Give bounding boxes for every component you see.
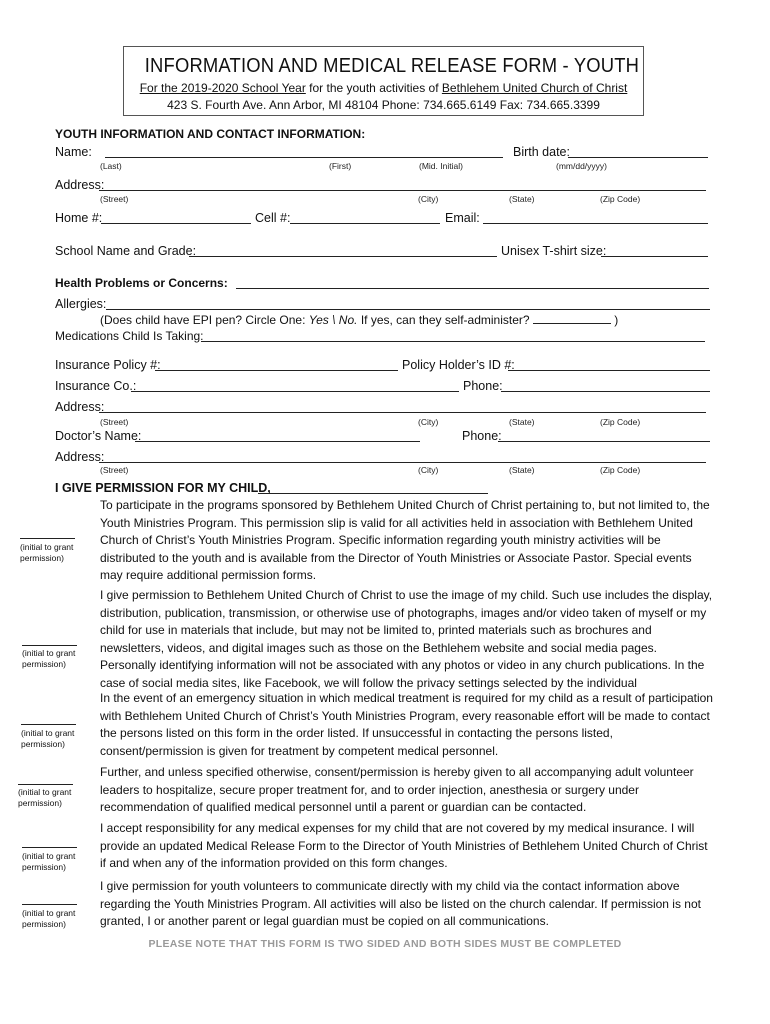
caption-street-2: (Street) (100, 417, 129, 427)
epi-text-c: If yes, can they self-administer? (357, 313, 533, 327)
caption-state-2: (State) (509, 417, 535, 427)
doctor-phone-field[interactable] (498, 441, 710, 442)
doctor-phone-label: Phone: (462, 429, 502, 443)
permission-paragraph-4 (100, 764, 715, 817)
cell-phone-field[interactable] (290, 223, 440, 224)
permission-paragraph-2 (100, 587, 715, 692)
subtitle-middle: for the youth activities of (305, 81, 442, 95)
permission-text-1: To participate in the programs sponsored by Bethlehem United Church of Christ pertaining to, but not limited to, the Youth Ministries Program. This permission slip is valid for all activities held in association with Bethlehem United Church of Christ’s Youth Ministries Program. Specific information regarding youth ministry activities will be distributed to the youth and is available from the Director of Youth Ministries or Associate Pastor. Special events may require additional permission forms. (100, 498, 710, 582)
policy-holder-field[interactable] (508, 370, 710, 371)
caption-city-2: (City) (418, 417, 439, 427)
self-administer-field[interactable] (533, 313, 611, 324)
health-heading: Health Problems or Concerns: (55, 276, 228, 290)
initial-field-5[interactable] (22, 847, 77, 848)
church-contact-line: 423 S. Fourth Ave. Ann Arbor, MI 48104 Phone: 734.665.6149 Fax: 734.665.3399 (167, 98, 600, 112)
caption-state-3: (State) (509, 465, 535, 475)
insurance-policy-field[interactable] (155, 370, 398, 371)
tshirt-size-label: Unisex T-shirt size: (501, 244, 607, 258)
caption-city: (City) (418, 194, 439, 204)
child-name-field[interactable] (258, 493, 488, 494)
caption-state: (State) (509, 194, 535, 204)
doctor-address-label: Address: (55, 450, 105, 464)
permission-text-3: In the event of an emergency situation in which medical treatment is required for my child as a result of participation with Bethlehem United Church of Christ’s Youth Ministries Program, every reasonable effort will be made to contact the persons listed on this form in the order listed. If unsuccessful in contacting the persons listed, consent/permission is given for treatment by competent medical personnel. (100, 691, 713, 758)
cell-phone-label: Cell #: (255, 211, 291, 225)
permission-heading: I GIVE PERMISSION FOR MY CHILD, (55, 481, 271, 495)
address-label: Address: (55, 178, 105, 192)
caption-street: (Street) (100, 194, 129, 204)
initial-field-3[interactable] (21, 724, 76, 725)
initial-caption-6: (initial to grant permission) (22, 908, 76, 929)
insurance-co-field[interactable] (131, 391, 459, 392)
insurance-address-label: Address: (55, 400, 105, 414)
insurance-co-label: Insurance Co.: (55, 379, 137, 393)
doctor-address-field[interactable] (99, 462, 706, 463)
caption-zip-3: (Zip Code) (600, 465, 641, 475)
address-field[interactable] (99, 190, 706, 191)
initial-caption-1: (initial to grant permission) (20, 542, 74, 563)
caption-zip-2: (Zip Code) (600, 417, 641, 427)
permission-paragraph-5 (100, 820, 715, 873)
insurance-address-field[interactable] (99, 412, 706, 413)
epi-yes-no[interactable]: Yes \ No. (308, 313, 358, 327)
initial-caption-4: (initial to grant permission) (18, 787, 72, 808)
policy-holder-label: Policy Holder’s ID #: (402, 358, 515, 372)
caption-first: (First) (329, 161, 352, 171)
name-field[interactable] (105, 157, 503, 158)
doctor-name-field[interactable] (135, 441, 420, 442)
initial-field-6[interactable] (22, 904, 77, 905)
initial-caption-2: (initial to grant permission) (22, 648, 76, 669)
epi-pen-question (100, 313, 618, 327)
initial-field-4[interactable] (18, 784, 73, 785)
medications-label: Medications Child Is Taking: (55, 329, 204, 343)
epi-text-a: (Does child have EPI pen? Circle One: (100, 313, 309, 327)
email-field[interactable] (483, 223, 708, 224)
permission-paragraph-1 (100, 497, 715, 585)
home-phone-field[interactable] (101, 223, 251, 224)
permission-paragraph-6 (100, 878, 715, 931)
birth-date-label: Birth date: (513, 145, 570, 159)
youth-info-heading: YOUTH INFORMATION AND CONTACT INFORMATION: (55, 127, 366, 141)
permission-text-4: Further, and unless specified otherwise, consent/permission is hereby given to all accompanying adult volunteer leaders to hospitalize, secure proper treatment for, and to order injection, anesthesia or surgery under recommendation of qualified medical personnel until a parent or guardian can be contacted. (100, 765, 694, 814)
form-title: INFORMATION AND MEDICAL RELEASE FORM - YOUTH (144, 55, 640, 77)
permission-text-5: I accept responsibility for any medical expenses for my child that are not covered by my medical insurance. I will provide an updated Medical Release Form to the Director of Youth Ministries of Bethlehem United Church of Christ if and when any of the information provided on this form changes. (100, 821, 708, 870)
caption-last: (Last) (100, 161, 122, 171)
email-label: Email: (445, 211, 480, 225)
epi-text-d: ) (610, 313, 619, 327)
insurance-policy-label: Insurance Policy #: (55, 358, 161, 372)
home-phone-label: Home #: (55, 211, 103, 225)
caption-city-3: (City) (418, 465, 439, 475)
initial-field-1[interactable] (20, 538, 75, 539)
permission-text-2: I give permission to Bethlehem United Church of Christ to use the image of my child. Such use includes the display, distribution, publication, transmission, or otherwise use of photographs, images and/or video taken of myself or my child for use in materials that include, but may not be limited to, printed materials such as brochures and newsletters, videos, and digital images such as those on the Bethlehem website and social media pages. Personally identifying information will not be associated with any photos or video in any church publications. In the case of social media sites, like Facebook, we will follow the privacy settings selected by the individual (100, 588, 713, 690)
insurance-phone-label: Phone: (463, 379, 503, 393)
allergies-field[interactable] (106, 309, 710, 310)
initial-caption-5: (initial to grant permission) (22, 851, 76, 872)
medications-field[interactable] (201, 341, 705, 342)
church-name: Bethlehem United Church of Christ (441, 81, 628, 95)
health-concerns-field[interactable] (236, 288, 709, 289)
caption-mid-initial: (Mid. Initial) (419, 161, 463, 171)
school-grade-label: School Name and Grade: (55, 244, 197, 258)
caption-zip: (Zip Code) (600, 194, 641, 204)
two-sided-note: PLEASE NOTE THAT THIS FORM IS TWO SIDED AND BOTH SIDES MUST BE COMPLETED (148, 938, 622, 950)
permission-text-6: I give permission for youth volunteers to communicate directly with my child via the contact information above regarding the Youth Ministries Program. All activities will also be listed on the church calendar. If permission is not granted, I or another parent or legal guardian must be copied on all communications. (100, 879, 701, 928)
name-label: Name: (55, 145, 92, 159)
initial-field-2[interactable] (22, 645, 77, 646)
allergies-label: Allergies: (55, 297, 107, 311)
doctor-name-label: Doctor’s Name: (55, 429, 142, 443)
caption-street-3: (Street) (100, 465, 129, 475)
permission-paragraph-3 (100, 690, 715, 760)
birth-date-field[interactable] (568, 157, 708, 158)
tshirt-size-field[interactable] (601, 256, 708, 257)
insurance-phone-field[interactable] (501, 391, 710, 392)
caption-dob: (mm/dd/yyyy) (556, 161, 607, 171)
school-grade-field[interactable] (189, 256, 497, 257)
initial-caption-3: (initial to grant permission) (21, 728, 75, 749)
school-year-text: For the 2019-2020 School Year (139, 81, 306, 95)
form-subtitle (124, 81, 643, 95)
form-header-box (123, 46, 644, 116)
